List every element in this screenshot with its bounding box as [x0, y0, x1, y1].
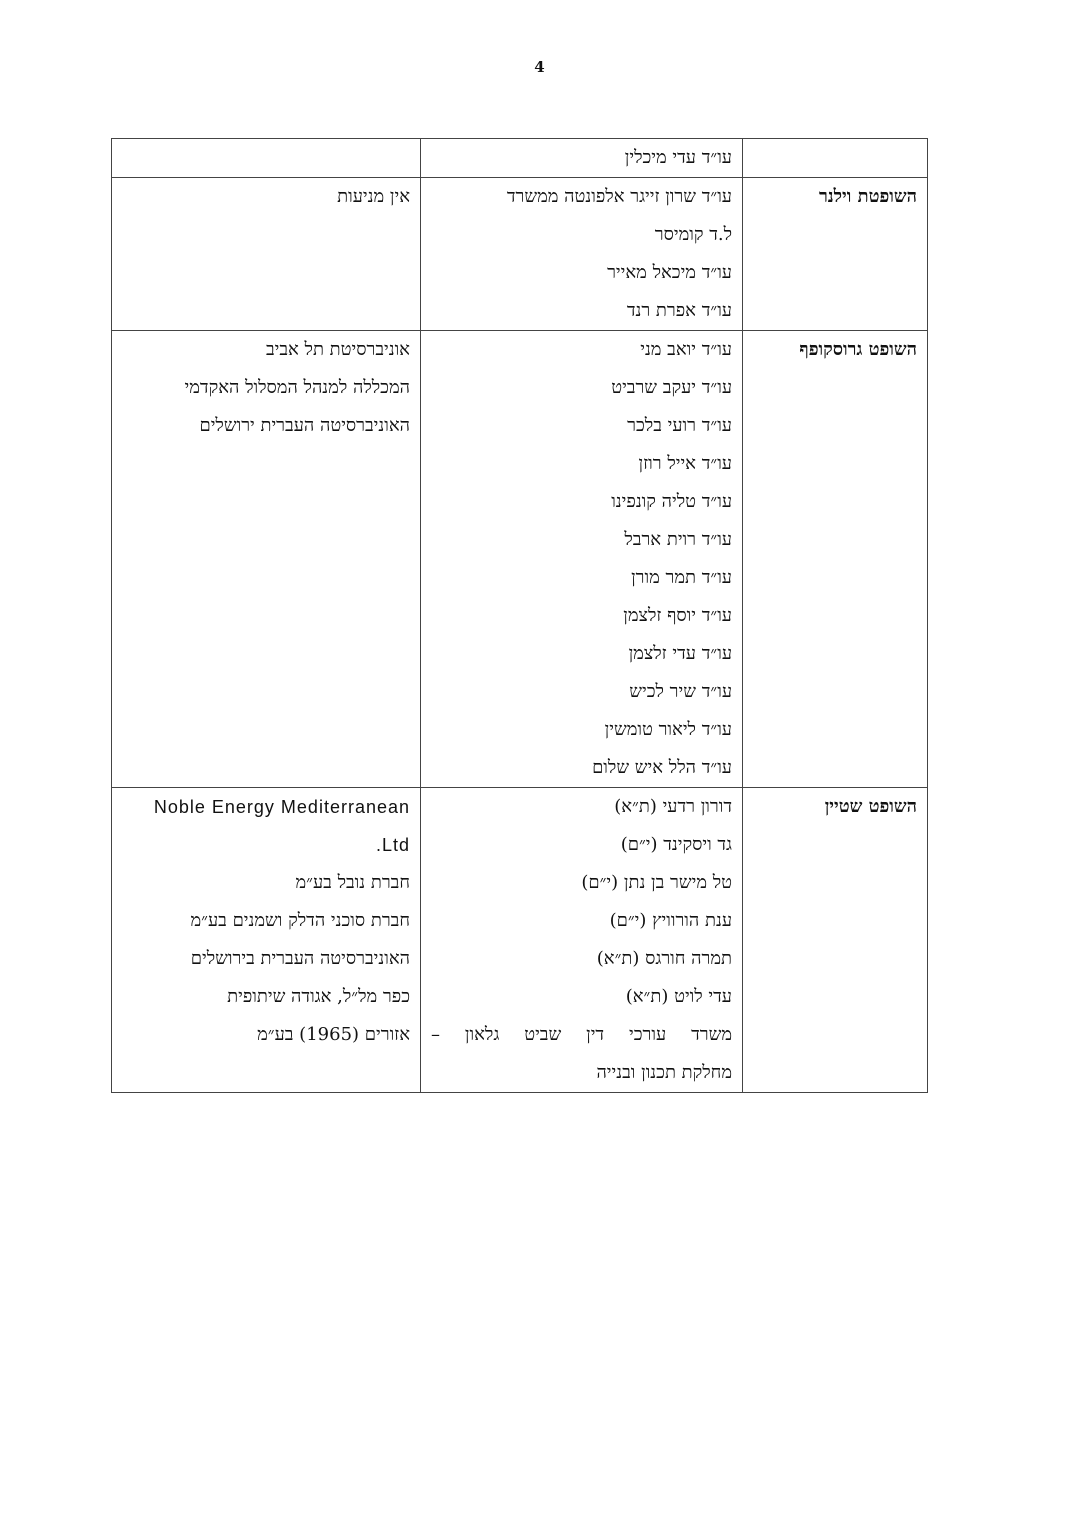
lawyer-entry: עו״ד שרון זייגר אלפונטה ממשרד [506, 186, 732, 207]
lawyers-cell [421, 178, 743, 331]
lawyer-entry: תמרה חורגס (ת״א) [596, 948, 732, 969]
lawyer-entry: עו״ד מיכאל מאייר [607, 262, 732, 283]
table-row [112, 331, 928, 788]
judge-cell [743, 178, 928, 331]
judge-name: השופט גרוסקופף [799, 339, 917, 360]
lawyer-entry: דורון רדעי (ת״א) [614, 796, 732, 817]
lawyer-entry: עו״ד טליה קונפינו [611, 491, 732, 512]
judge-cell [743, 139, 928, 178]
conflict-entry: אזורים (1965) בע״מ [257, 1024, 410, 1045]
lawyer-entry: משרד עורכי דין שביט גלאון – [431, 1024, 732, 1045]
lawyer-entry: עו״ד יוסף זלצמן [623, 605, 732, 626]
conflict-entry: אין מניעות [337, 186, 410, 207]
lawyer-entry: עדי לויט (ת״א) [625, 986, 732, 1007]
page-number: 4 [534, 58, 545, 76]
table-row [112, 788, 928, 1093]
conflict-entry: Noble Energy Mediterranean [153, 797, 410, 817]
conflict-entry: האוניברסיטה העברית ירושלים [199, 415, 410, 436]
lawyer-entry: גד ויסקינד (י״ם) [620, 834, 732, 855]
conflicts-cell [112, 178, 421, 331]
lawyer-entry: עו״ד שיר לכיש [629, 681, 732, 702]
lawyers-cell [421, 788, 743, 1093]
lawyers-cell [421, 139, 743, 178]
lawyer-entry: עו״ד רוית ארבל [624, 529, 732, 550]
lawyer-entry: טל מישר בן נתן (י״ם) [581, 872, 732, 893]
lawyer-entry: ל.ד קומיסר [654, 224, 732, 245]
lawyer-entry: עו״ד רועי בלכר [627, 415, 732, 436]
lawyers-cell [421, 331, 743, 788]
lawyer-entry: ענת הורוויץ (י״ם) [609, 910, 732, 931]
conflict-entry: המכללה למנהל המסלול האקדמי [184, 377, 410, 398]
lawyer-entry: עו״ד אפרת רנד [626, 300, 732, 321]
lawyer-entry: עו״ד יעקב שרביט [611, 377, 732, 398]
judge-name: השופטת וילנר [818, 186, 917, 207]
lawyer-entry: עו״ד אייל רוזן [638, 453, 732, 474]
conflicts-cell [112, 331, 421, 788]
table-row [112, 139, 928, 178]
conflict-entry: אוניברסיטת תל אביב [265, 339, 410, 360]
judge-cell [743, 788, 928, 1093]
conflicts-cell [112, 139, 421, 178]
conflict-entry: האוניברסיטה העברית בירושלים [190, 948, 410, 969]
conflicts-cell [112, 788, 421, 1093]
lawyer-entry: עו״ד יואב מני [640, 339, 732, 360]
lawyer-entry: עו״ד עדי מיכלין [624, 147, 732, 168]
judge-name: השופט שטיין [824, 796, 917, 817]
lawyer-entry: עו״ד תמר מורן [631, 567, 732, 588]
table-row [112, 178, 928, 331]
conflict-entry: חברת סוכני הדלק ושמנים בע״מ [190, 910, 410, 931]
lawyer-entry: עו״ד הלל איש שלום [592, 757, 732, 778]
judges-conflicts-table [111, 138, 928, 1093]
conflict-entry: חברת נובל בע״מ [295, 872, 410, 893]
conflict-entry: כפר מל״ל, אגודה שיתופית [227, 986, 410, 1007]
lawyer-entry: מחלקת תכנון ובנייה [596, 1062, 732, 1083]
conflict-entry: .Ltd [375, 835, 410, 855]
lawyer-entry: עו״ד עדי זלצמן [628, 643, 732, 664]
judge-cell [743, 331, 928, 788]
lawyer-entry: עו״ד ליאור טומשין [604, 719, 732, 740]
